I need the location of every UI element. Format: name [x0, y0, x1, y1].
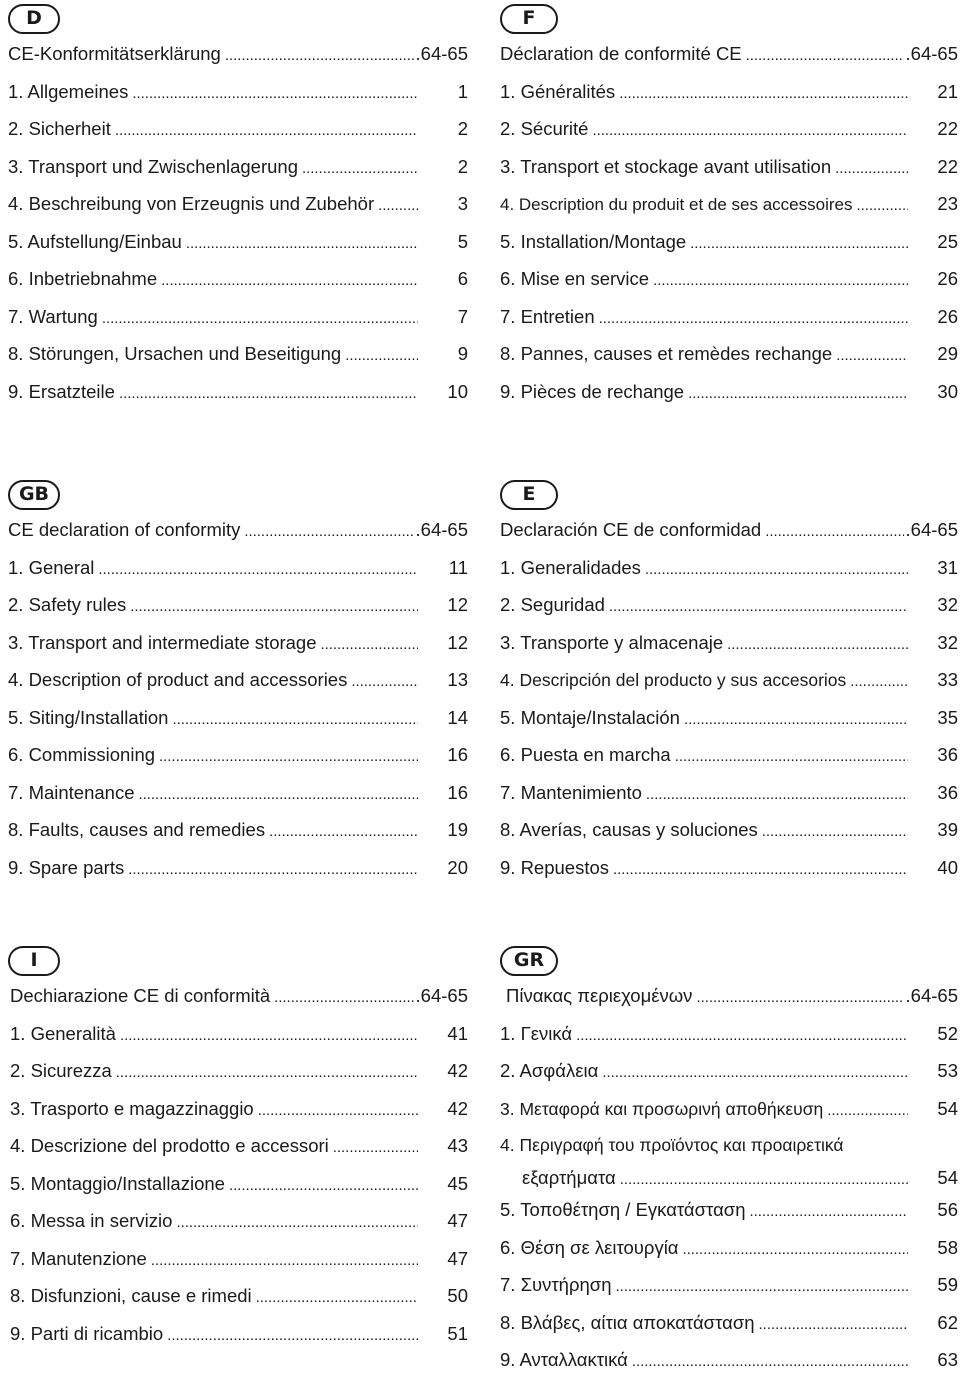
toc-item[interactable] — [10, 985, 468, 1023]
toc-item-page: 58 — [937, 1236, 958, 1258]
toc-item[interactable] — [8, 669, 468, 707]
toc-item[interactable] — [10, 1173, 468, 1211]
toc-item-page: 56 — [937, 1199, 958, 1220]
dot-leader — [762, 823, 908, 840]
toc-section-e — [500, 480, 958, 894]
toc-item[interactable] — [8, 43, 468, 81]
toc-list-e — [500, 519, 958, 894]
toc-item[interactable] — [8, 594, 468, 632]
toc-item[interactable] — [500, 707, 958, 745]
toc-item-page: 23 — [937, 193, 958, 214]
toc-item-label: 3. Trasporto e magazzinaggio — [10, 1097, 254, 1119]
toc-item-label: 5. Montaggio/Installazione — [10, 1172, 225, 1194]
dot-leader — [321, 636, 418, 653]
language-badge-gr: GR — [500, 946, 558, 976]
language-badge-gb: GB — [8, 480, 60, 510]
toc-item-page: .64-65 — [415, 985, 468, 1006]
toc-item-page: 2 — [457, 155, 468, 177]
toc-item-label: Πίνακας περιεχομένων — [506, 985, 693, 1006]
dot-leader — [616, 1278, 909, 1295]
toc-item-page: .64-65 — [415, 43, 468, 64]
toc-item-page: 45 — [447, 1172, 468, 1194]
toc-item-label: 6. Puesta en marcha — [500, 744, 671, 765]
dot-leader — [345, 347, 418, 364]
toc-item[interactable] — [8, 744, 468, 782]
toc-item-label: 1. General — [8, 556, 95, 578]
toc-item[interactable] — [10, 1135, 468, 1173]
dot-leader — [225, 47, 414, 64]
toc-item-page: 9 — [457, 343, 468, 364]
toc-item-label: 6. Messa in servizio — [10, 1210, 173, 1231]
dot-leader — [727, 636, 908, 653]
toc-item-page: 47 — [447, 1210, 468, 1231]
toc-item[interactable] — [500, 1023, 958, 1061]
toc-item-label: 6. Mise en service — [500, 268, 650, 289]
toc-item-page: 59 — [937, 1274, 958, 1295]
toc-item[interactable] — [500, 231, 958, 269]
toc-item-label: 5. Aufstellung/Einbau — [8, 230, 182, 252]
toc-item[interactable] — [10, 1023, 468, 1061]
toc-item[interactable] — [500, 1237, 958, 1275]
toc-item-label: 7. Wartung — [8, 305, 98, 327]
toc-item-page: 1 — [457, 80, 468, 102]
dot-leader — [128, 861, 418, 878]
dot-leader — [835, 160, 908, 177]
toc-item[interactable] — [500, 193, 958, 231]
toc-item[interactable] — [500, 632, 958, 670]
toc-item-label: 8. Faults, causes and remedies — [8, 819, 266, 840]
toc-item-label: 2. Sécurité — [500, 118, 589, 139]
dot-leader — [258, 1102, 418, 1119]
toc-item-label: 5. Siting/Installation — [8, 706, 169, 728]
toc-item-page: 31 — [937, 556, 958, 578]
toc-item-label: 2. Safety rules — [8, 594, 127, 615]
toc-item[interactable] — [500, 594, 958, 632]
toc-item-page: 41 — [447, 1022, 468, 1044]
toc-item[interactable] — [500, 557, 958, 595]
toc-item[interactable] — [8, 231, 468, 269]
toc-section-gr — [500, 946, 958, 1374]
toc-item[interactable] — [500, 985, 958, 1023]
toc-item-page: 32 — [937, 594, 958, 615]
toc-item[interactable] — [500, 819, 958, 857]
toc-item[interactable] — [8, 81, 468, 119]
dot-leader — [256, 1289, 418, 1306]
toc-item[interactable] — [500, 43, 958, 81]
toc-item-label: 1. Generalidades — [500, 556, 641, 578]
toc-item-page: .64-65 — [905, 43, 958, 64]
dot-leader — [269, 823, 418, 840]
toc-item-label: Dechiarazione CE di conformità — [10, 985, 271, 1006]
toc-item-page: 12 — [447, 594, 468, 615]
toc-item-page: 7 — [457, 305, 468, 327]
toc-item-page: .64-65 — [905, 519, 958, 540]
toc-item-page: 12 — [447, 631, 468, 653]
toc-section-d — [8, 4, 468, 418]
toc-item[interactable] — [8, 343, 468, 381]
toc-item-label: 7. Entretien — [500, 305, 595, 327]
toc-item-page: 35 — [937, 706, 958, 728]
toc-item-page: 63 — [937, 1349, 958, 1370]
toc-item[interactable] — [500, 1312, 958, 1350]
toc-item-label: 3. Transport and intermediate storage — [8, 631, 317, 653]
toc-item-label: CE declaration of conformity — [8, 519, 241, 540]
toc-item[interactable] — [8, 118, 468, 156]
toc-item[interactable] — [500, 306, 958, 344]
toc-item[interactable] — [10, 1323, 468, 1361]
toc-item-page: 30 — [937, 380, 958, 402]
dot-leader — [159, 748, 418, 765]
toc-item-label: 9. Ανταλλακτικά — [500, 1349, 628, 1370]
toc-item-page: 54 — [937, 1097, 958, 1119]
toc-item-label: 3. Transport et stockage avant utilisation — [500, 155, 832, 177]
toc-item[interactable] — [8, 819, 468, 857]
toc-item-label: 6. Θέση σε λειτουργία — [500, 1236, 679, 1258]
toc-item-page: 25 — [937, 230, 958, 252]
toc-item-label: 9. Parti di ricambio — [10, 1322, 164, 1344]
toc-item-page: 53 — [937, 1060, 958, 1081]
toc-item-label: 5. Installation/Montage — [500, 230, 687, 252]
toc-item-label: 8. Βλάβες, αίτια αποκατάσταση — [500, 1311, 755, 1333]
toc-item-page: 39 — [937, 819, 958, 840]
language-badge-d: D — [8, 4, 60, 34]
toc-item[interactable] — [500, 1199, 958, 1237]
toc-item-label: 7. Maintenance — [8, 781, 135, 803]
dot-leader — [599, 310, 908, 327]
toc-item[interactable] — [500, 1135, 958, 1161]
toc-item[interactable] — [500, 268, 958, 306]
toc-item[interactable] — [10, 1060, 468, 1098]
toc-item[interactable] — [8, 857, 468, 895]
dot-leader — [856, 197, 908, 214]
dot-leader — [683, 1241, 909, 1258]
toc-item-page: 16 — [447, 781, 468, 803]
toc-item-page: .64-65 — [905, 985, 958, 1006]
toc-section-i — [8, 946, 468, 1360]
toc-item[interactable] — [10, 1285, 468, 1323]
toc-item-page: 6 — [457, 268, 468, 289]
toc-item-label: 7. Manutenzione — [10, 1247, 147, 1269]
toc-item-label: 5. Montaje/Instalación — [500, 706, 680, 728]
toc-item-label: 9. Pièces de rechange — [500, 380, 685, 402]
toc-item-label: 1. Γενικά — [500, 1022, 573, 1044]
toc-item-page: 2 — [457, 118, 468, 139]
toc-item-page: 20 — [447, 856, 468, 878]
dot-leader — [696, 989, 903, 1006]
dot-leader — [351, 673, 418, 690]
dot-leader — [645, 561, 908, 578]
toc-item-label: 7. Mantenimiento — [500, 781, 642, 803]
toc-list-f — [500, 43, 958, 418]
toc-item-page: 43 — [447, 1135, 468, 1156]
dot-leader — [378, 197, 418, 214]
dot-leader — [119, 385, 418, 402]
toc-item-label: 8. Averías, causas y soluciones — [500, 819, 758, 840]
toc-item-page: 36 — [937, 781, 958, 803]
toc-item[interactable] — [500, 381, 958, 419]
toc-list-gb — [8, 519, 468, 894]
dot-leader — [688, 385, 908, 402]
dot-leader — [333, 1139, 418, 1156]
toc-item[interactable] — [8, 193, 468, 231]
language-badge-f: F — [500, 4, 558, 34]
toc-item-page: 40 — [937, 856, 958, 878]
toc-item-label: 7. Συντήρηση — [500, 1274, 612, 1295]
toc-item-label: CE-Konformitätserklärung — [8, 43, 221, 64]
toc-item-continuation[interactable] — [500, 1161, 958, 1199]
toc-item[interactable] — [8, 381, 468, 419]
dot-leader — [690, 235, 908, 252]
dot-leader — [102, 310, 418, 327]
toc-list-d — [8, 43, 468, 418]
toc-item-page: 29 — [937, 343, 958, 364]
toc-item[interactable] — [500, 118, 958, 156]
toc-item-label: 9. Spare parts — [8, 856, 125, 878]
dot-leader — [646, 786, 908, 803]
dot-leader — [619, 85, 908, 102]
toc-item-label: 3. Μεταφορά και προσωρινή αποθήκευση — [500, 1098, 824, 1119]
toc-item-page: 51 — [447, 1322, 468, 1344]
language-badge-e: E — [500, 480, 558, 510]
toc-item-label: 9. Repuestos — [500, 856, 610, 878]
toc-item-page: 14 — [447, 706, 468, 728]
toc-item-page: 22 — [937, 155, 958, 177]
dot-leader — [161, 272, 418, 289]
toc-item-label: 1. Généralités — [500, 80, 616, 102]
dot-leader — [576, 1027, 908, 1044]
toc-item[interactable] — [10, 1248, 468, 1286]
toc-item-label: 9. Ersatzteile — [8, 380, 115, 402]
toc-item[interactable] — [8, 268, 468, 306]
dot-leader — [827, 1102, 908, 1119]
dot-leader — [116, 1064, 418, 1081]
toc-item-label: Déclaration de conformité CE — [500, 43, 742, 64]
toc-item[interactable] — [8, 156, 468, 194]
toc-item[interactable] — [500, 1274, 958, 1312]
toc-item-label: 2. Sicherheit — [8, 118, 111, 139]
dot-leader — [602, 1064, 908, 1081]
toc-item-page: 10 — [447, 380, 468, 402]
toc-item[interactable] — [500, 1098, 958, 1136]
toc-item-label: 5. Τοποθέτηση / Εγκατάσταση — [500, 1199, 746, 1220]
language-badge-i: I — [8, 946, 60, 976]
toc-item-label: 1. Allgemeines — [8, 80, 129, 102]
toc-item-label: 6. Commissioning — [8, 744, 156, 765]
toc-item[interactable] — [500, 782, 958, 820]
dot-leader — [609, 598, 908, 615]
toc-item-page: 36 — [937, 744, 958, 765]
toc-item-label: 4. Description du produit et de ses accessoires — [500, 195, 853, 214]
toc-list-gr — [500, 985, 958, 1374]
toc-item[interactable] — [500, 857, 958, 895]
toc-item-page: 42 — [447, 1097, 468, 1119]
dot-leader — [302, 160, 418, 177]
toc-item-label: 2. Sicurezza — [10, 1060, 112, 1081]
toc-item-page: 5 — [457, 230, 468, 252]
toc-item[interactable] — [8, 782, 468, 820]
toc-item[interactable] — [500, 81, 958, 119]
toc-item-label: 1. Generalità — [10, 1022, 116, 1044]
dot-leader — [759, 1316, 908, 1333]
toc-item-page: 13 — [447, 669, 468, 690]
toc-item[interactable] — [8, 519, 468, 557]
dot-leader — [167, 1327, 418, 1344]
dot-leader — [684, 711, 908, 728]
toc-item-label: 4. Descrizione del prodotto e accessori — [10, 1135, 329, 1156]
dot-leader — [176, 1214, 418, 1231]
dot-leader — [120, 1027, 418, 1044]
toc-item-label: 3. Transport und Zwischenlagerung — [8, 155, 299, 177]
toc-item-page: 47 — [447, 1247, 468, 1269]
toc-section-f — [500, 4, 958, 418]
dot-leader — [620, 1171, 908, 1188]
toc-item[interactable] — [500, 343, 958, 381]
toc-item-page: 16 — [447, 744, 468, 765]
toc-item-label: Declaración CE de conformidad — [500, 519, 762, 540]
toc-item-page: 11 — [448, 556, 468, 578]
toc-item-page: .64-65 — [415, 519, 468, 540]
toc-item-page: 54 — [937, 1167, 958, 1188]
dot-leader — [675, 748, 908, 765]
dot-leader — [98, 561, 418, 578]
toc-item[interactable] — [500, 519, 958, 557]
dot-leader — [750, 1203, 909, 1220]
toc-item-page: 42 — [447, 1060, 468, 1081]
dot-leader — [151, 1252, 418, 1269]
dot-leader — [115, 122, 418, 139]
dot-leader — [836, 347, 908, 364]
toc-list-i — [8, 985, 468, 1360]
dot-leader — [613, 861, 908, 878]
dot-leader — [172, 711, 418, 728]
toc-item-page: 52 — [937, 1022, 958, 1044]
toc-item-label: 8. Disfunzioni, cause e rimedi — [10, 1285, 252, 1306]
toc-item-page: 3 — [457, 193, 468, 214]
toc-item[interactable] — [8, 557, 468, 595]
toc-item-page: 62 — [937, 1311, 958, 1333]
toc-item-page: 32 — [937, 631, 958, 653]
toc-item-label: εξαρτήματα — [522, 1167, 616, 1188]
toc-item[interactable] — [8, 632, 468, 670]
dot-leader — [850, 673, 908, 690]
dot-leader — [653, 272, 908, 289]
toc-item[interactable] — [10, 1210, 468, 1248]
toc-item-label: 4. Περιγραφή του προϊόντος και προαιρετικά — [500, 1135, 844, 1155]
dot-leader — [746, 47, 904, 64]
dot-leader — [139, 786, 418, 803]
toc-item-label: 8. Pannes, causes et remèdes rechange — [500, 343, 833, 364]
dot-leader — [592, 122, 908, 139]
dot-leader — [274, 989, 413, 1006]
toc-section-gb — [8, 480, 468, 894]
toc-item[interactable] — [10, 1098, 468, 1136]
toc-item-label: 3. Transporte y almacenaje — [500, 631, 724, 653]
toc-item-label: 8. Störungen, Ursachen und Beseitigung — [8, 343, 342, 364]
toc-item-page: 21 — [937, 80, 958, 102]
dot-leader — [244, 523, 413, 540]
toc-item[interactable] — [500, 1060, 958, 1098]
dot-leader — [130, 598, 418, 615]
toc-item[interactable] — [8, 306, 468, 344]
toc-item-page: 26 — [937, 268, 958, 289]
toc-item[interactable] — [8, 707, 468, 745]
dot-leader — [132, 85, 418, 102]
toc-item-label: 4. Descripción del producto y sus accesorios — [500, 670, 847, 690]
toc-item-page: 22 — [937, 118, 958, 139]
toc-item-label: 4. Description of product and accessories — [8, 669, 348, 690]
dot-leader — [632, 1353, 908, 1370]
toc-item[interactable] — [500, 669, 958, 707]
toc-item[interactable] — [500, 744, 958, 782]
toc-item-page: 26 — [937, 305, 958, 327]
toc-item[interactable] — [500, 156, 958, 194]
toc-item[interactable] — [500, 1349, 958, 1374]
toc-item-label: 4. Beschreibung von Erzeugnis und Zubehör — [8, 193, 375, 214]
dot-leader — [186, 235, 418, 252]
toc-item-page: 50 — [447, 1285, 468, 1306]
toc-item-label: 2. Seguridad — [500, 594, 605, 615]
dot-leader — [229, 1177, 418, 1194]
toc-item-page: 33 — [937, 669, 958, 690]
toc-item-page: 19 — [447, 819, 468, 840]
toc-item-label: 6. Inbetriebnahme — [8, 268, 158, 289]
toc-item-label: 2. Ασφάλεια — [500, 1060, 599, 1081]
dot-leader — [765, 523, 903, 540]
